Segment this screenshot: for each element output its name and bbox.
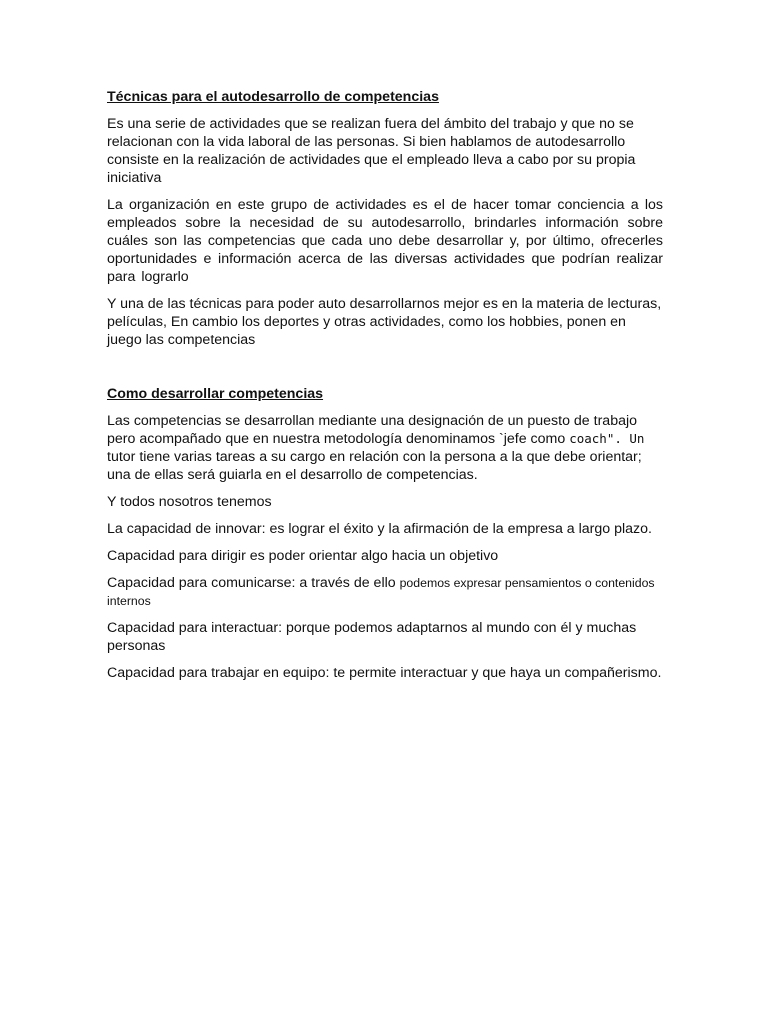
section-heading-tecnicas: Técnicas para el autodesarrollo de competencias — [107, 89, 439, 105]
paragraph-capacidad-interactuar: Capacidad para interactuar: porque podemos adaptarnos al mundo con él y muchas personas — [107, 620, 637, 654]
paragraph-capacidad-innovar: La capacidad de innovar: es lograr el éxito y la afirmación de la empresa a largo plazo. — [107, 521, 652, 537]
paragraph-todos-tenemos: Y todos nosotros tenemos — [107, 494, 272, 510]
paragraph-organizacion: La organización en este grupo de actividades es el de hacer tomar conciencia a los empleados sobre la necesidad de su autodesarrollo, brindarles información sobre cuáles son las competencias que cada uno debe desarrollar y, por último, ofrecerles oportunidades e información acerca de las diversas actividades que podrían realizar para lograrlo — [107, 197, 663, 285]
document-page — [107, 88, 663, 691]
paragraph-metodologia — [107, 412, 663, 484]
paragraph-metodologia-text-b: tutor tiene varias tareas a su cargo en relación con la persona a la que debe orientar; una de ellas será guiarla en el desarrollo de competencias. — [107, 449, 642, 483]
section-heading-como-desarrollar: Como desarrollar competencias — [107, 386, 324, 402]
paragraph-definicion: Es una serie de actividades que se realizan fuera del ámbito del trabajo y que no se relacionan con la vida laboral de las personas. Si bien hablamos de autodesarrollo consiste en la realización de actividades que el empleado lleva a cabo por su propia iniciativa — [107, 116, 636, 186]
section-spacer — [107, 358, 663, 385]
paragraph-metodologia-text-a: Las competencias se desarrollan mediante una designación de un puesto de trabajo pero acompañado que en nuestra metodología denominamos `jefe como — [107, 413, 638, 447]
paragraph-comunicarse-text-a: Capacidad para comunicarse: a través de ello — [107, 575, 400, 591]
paragraph-lecturas: Y una de las técnicas para poder auto desarrollarnos mejor es en la materia de lecturas, películas, En cambio los deportes y otras actividades, como los hobbies, ponen en juego las competencias — [107, 296, 662, 348]
paragraph-comunicarse-text-small: podemos expresar pensamientos o contenidos internos — [107, 576, 655, 608]
paragraph-capacidad-comunicarse — [107, 574, 663, 610]
paragraph-metodologia-coach: coach". Un — [569, 431, 645, 446]
paragraph-capacidad-dirigir: Capacidad para dirigir es poder orientar algo hacia un objetivo — [107, 548, 499, 564]
paragraph-capacidad-equipo: Capacidad para trabajar en equipo: te permite interactuar y que haya un compañerismo. — [107, 665, 662, 681]
